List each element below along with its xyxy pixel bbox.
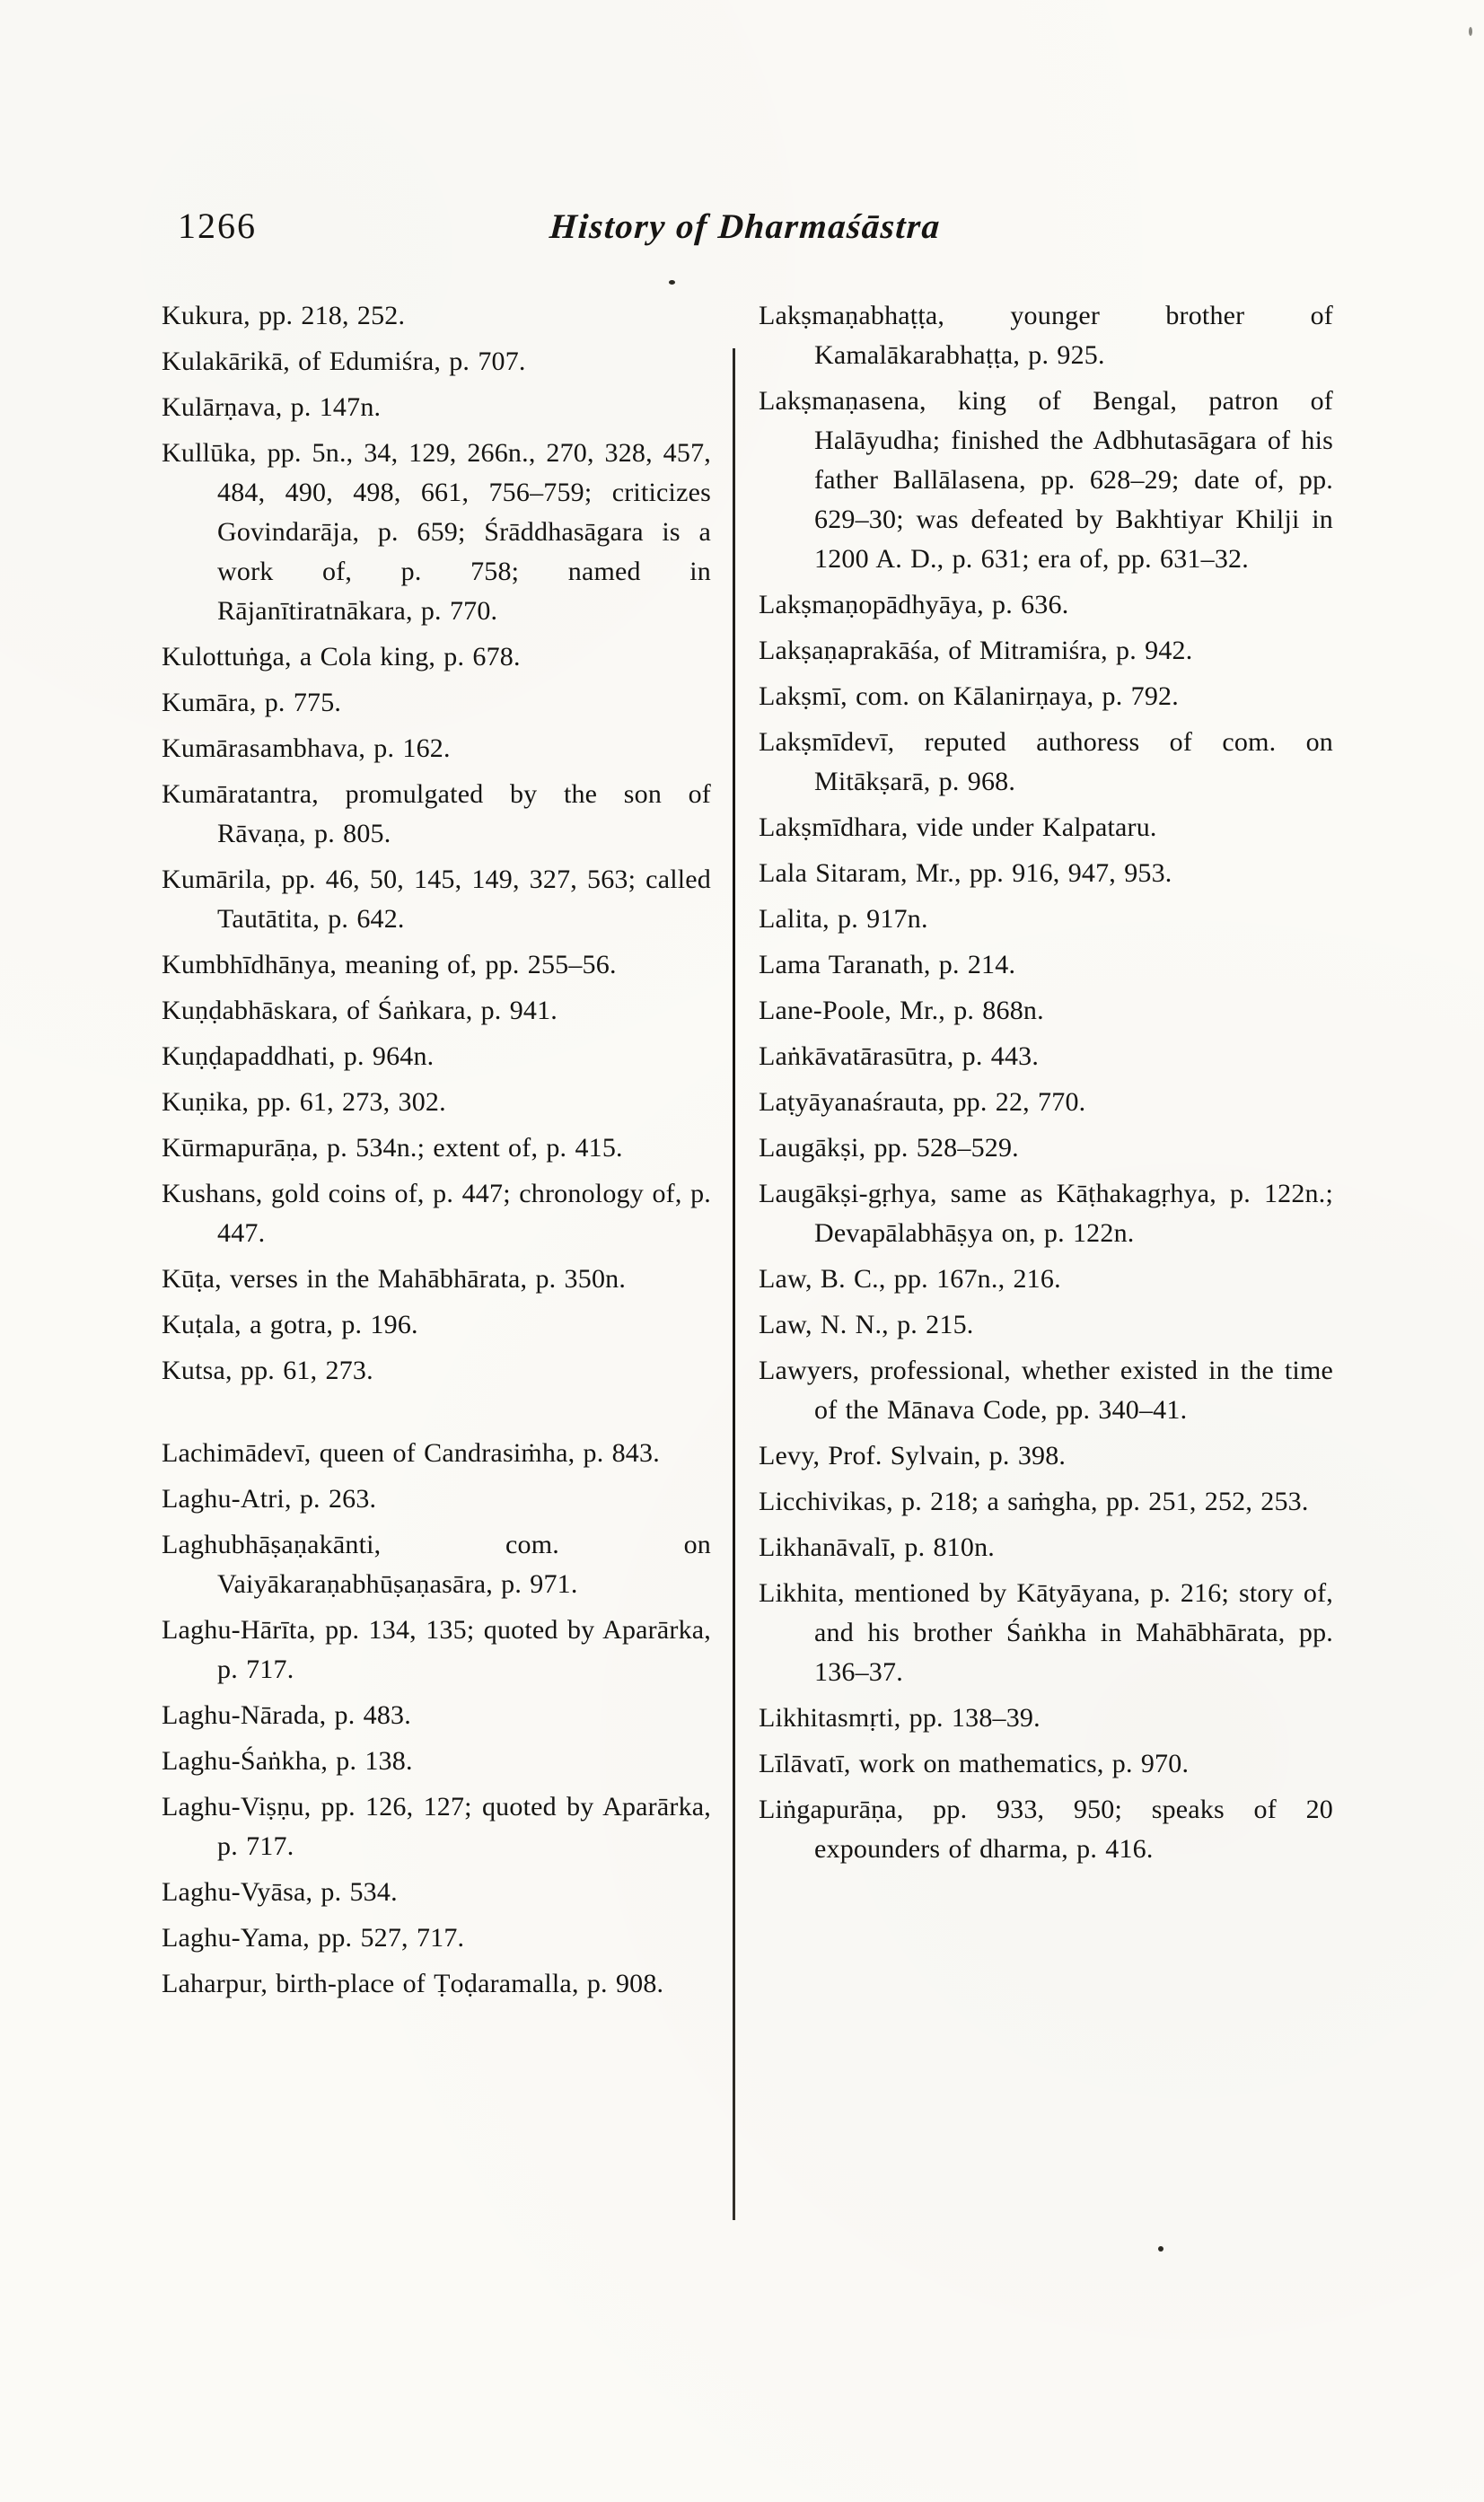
index-entry: Kulārṇava, p. 147n. [162,392,382,422]
index-entry: Laṅkāvatārasūtra, p. 443. [759,1041,1040,1071]
index-entry: Kulakārikā, of Edumiśra, p. 707. [162,347,526,376]
index-entry: Līlāvatī, work on mathematics, p. 970. [759,1749,1190,1778]
index-entry: Kuṇḍabhāskara, of Śaṅkara, p. 941. [162,996,558,1025]
index-entry: Kulottuṅga, a Cola king, p. 678. [162,642,521,672]
index-entry: Liṅgapurāṇa, pp. 933, 950; speaks of 20 expounders of dharma, p. 416. [759,1795,1333,1864]
entry-group [162,1434,711,2004]
index-entry: Laghu-Viṣṇu, pp. 126, 127; quoted by Aparārka, p. 717. [162,1792,711,1861]
index-entry: Lachimādevī, queen of Candrasiṁha, p. 843. [162,1438,660,1468]
index-entry: Laghu-Hārīta, pp. 134, 135; quoted by Aparārka, p. 717. [162,1615,711,1684]
index-entry: Laghu-Nārada, p. 483. [162,1700,411,1730]
index-entry: Law, N. N., p. 215. [759,1310,974,1339]
index-entry: Kūrmapurāṇa, p. 534n.; extent of, p. 415. [162,1133,623,1163]
index-entry: Kūṭa, verses in the Mahābhārata, p. 350n. [162,1264,627,1294]
index-entry: Lalita, p. 917n. [759,904,928,934]
index-entry: Lawyers, professional, whether existed in the time of the Mānava Code, pp. 340–41. [759,1356,1333,1425]
column-divider [733,348,735,2220]
index-entry: Kumāratantra, promulgated by the son of Rāvaṇa, p. 805. [162,779,711,848]
index-entry: Lala Sitaram, Mr., pp. 916, 947, 953. [759,858,1172,888]
index-entry: Lama Taranath, p. 214. [759,950,1016,979]
index-entry: Lakṣmīdevī, reputed authoress of com. on Mitākṣarā, p. 968. [759,727,1333,796]
index-entry: Levy, Prof. Sylvain, p. 398. [759,1441,1067,1470]
index-entry: Kumbhīdhānya, meaning of, pp. 255–56. [162,950,617,979]
index-entry: Kushans, gold coins of, p. 447; chronology of, p. 447. [162,1179,711,1248]
index-entry: Laugākṣi, pp. 528–529. [759,1133,1019,1163]
index-entry: Lakṣaṇaprakāśa, of Mitramiśra, p. 942. [759,636,1193,665]
index-column-left [162,296,711,2010]
index-entry: Kukura, pp. 218, 252. [162,301,406,330]
index-entry: Law, B. C., pp. 167n., 216. [759,1264,1061,1294]
index-entry: Lakṣmaṇopādhyāya, p. 636. [759,590,1069,619]
ink-speck [1158,2246,1163,2252]
index-entry: Kumāra, p. 775. [162,688,342,717]
index-entry: Lakṣmīdhara, vide under Kalpataru. [759,812,1157,842]
running-title: History of Dharmaśāstra [548,207,943,246]
index-entry: Laharpur, birth-place of Ṭoḍaramalla, p. 908. [162,1969,664,1998]
entry-group [162,296,711,1391]
index-entry: Laṭyāyanaśrauta, pp. 22, 770. [759,1087,1086,1117]
ink-speck [1469,27,1472,36]
index-entry: Likhitasmṛti, pp. 138–39. [759,1703,1041,1733]
index-entry: Lakṣmī, com. on Kālanirṇaya, p. 792. [759,681,1179,711]
index-entry: Laghu-Yama, pp. 527, 717. [162,1923,465,1953]
index-entry: Kumārasambhava, p. 162. [162,733,451,763]
index-entry: Likhita, mentioned by Kātyāyana, p. 216; story of, and his brother Śaṅkha in Mahābhārata, pp. 136–37. [759,1578,1333,1687]
index-entry: Laugākṣi-gṛhya, same as Kāṭhakagṛhya, p. 122n.; Devapālabhāṣya on, p. 122n. [759,1179,1333,1248]
ink-speck [669,280,675,285]
index-entry: Kuṇḍapaddhati, p. 964n. [162,1041,435,1071]
page-number: 1266 [178,206,257,246]
index-entry: Kuṇika, pp. 61, 273, 302. [162,1087,446,1117]
index-entry: Kumārila, pp. 46, 50, 145, 149, 327, 563; called Tautātita, p. 642. [162,865,711,934]
index-entry: Laghubhāṣaṇakānti, com. on Vaiyākaraṇabhūṣaṇasāra, p. 971. [162,1530,711,1599]
index-entry: Kullūka, pp. 5n., 34, 129, 266n., 270, 328, 457, 484, 490, 498, 661, 756–759; criticizes Govindarāja, p. 659; Śrāddhasāgara is a work of, p. 758; named in Rājanītiratnākara, p. 770. [162,438,711,626]
index-entry: Laghu-Vyāsa, p. 534. [162,1877,398,1907]
index-entry: Likhanāvalī, p. 810n. [759,1532,995,1562]
index-entry: Laghu-Śaṅkha, p. 138. [162,1746,413,1776]
index-entry: Lane-Poole, Mr., p. 868n. [759,996,1044,1025]
index-entry: Lakṣmaṇasena, king of Bengal, patron of Halāyudha; finished the Adbhutasāgara of his father Ballālasena, pp. 628–29; date of, pp. 629–30; was defeated by Bakhtiyar Khilji in 1200 A. D., p. 631; era of, pp. 631–32. [759,386,1333,574]
index-entry: Lakṣmaṇabhaṭṭa, younger brother of Kamalākarabhaṭṭa, p. 925. [759,301,1333,370]
index-entry: Kuṭala, a gotra, p. 196. [162,1310,418,1339]
index-entry: Kutsa, pp. 61, 273. [162,1356,373,1385]
index-entry: Laghu-Atri, p. 263. [162,1484,377,1514]
entry-group [759,296,1333,1869]
index-column-right [759,296,1333,1875]
index-entry: Licchivikas, p. 218; a saṁgha, pp. 251, 252, 253. [759,1487,1309,1516]
